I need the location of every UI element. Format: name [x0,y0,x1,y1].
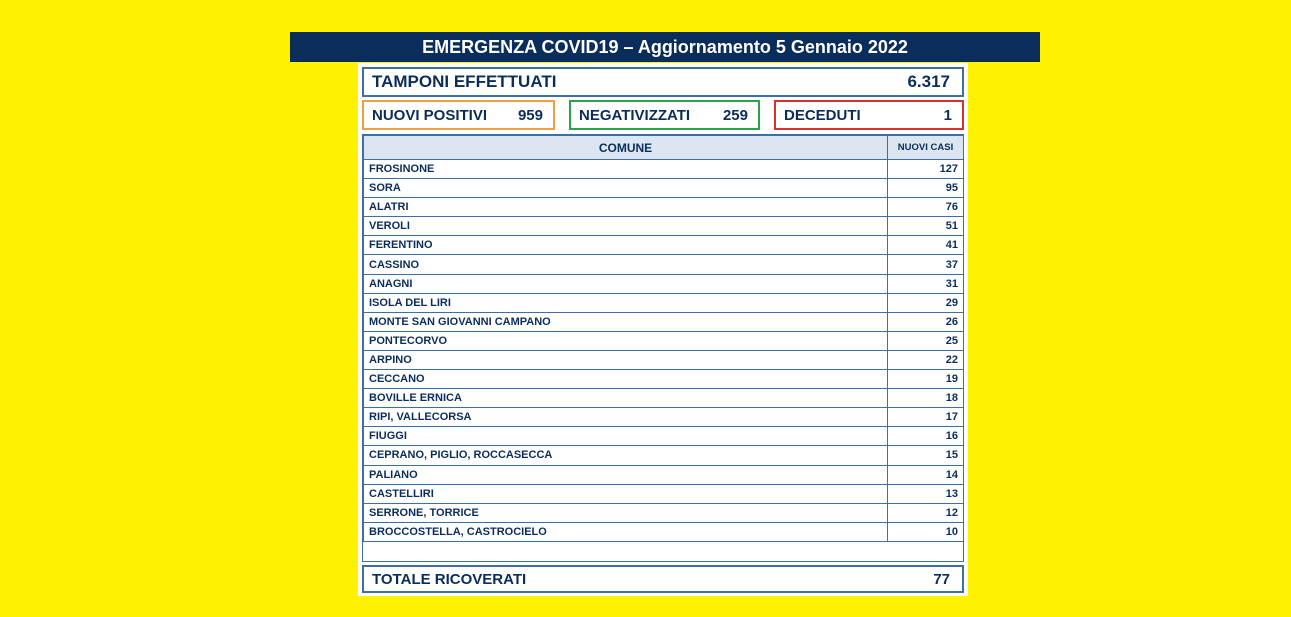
nuovi-casi-cell: 14 [888,465,964,484]
table-row [364,522,964,541]
table-row [364,389,964,408]
table-row [364,484,964,503]
comune-cell: FROSINONE [364,160,888,179]
nuovi-casi-cell: 29 [888,293,964,312]
nuovi-casi-cell: 15 [888,446,964,465]
comune-cell: SERRONE, TORRICE [364,503,888,522]
table-row [364,331,964,350]
comuni-table-wrap [362,134,964,562]
deceduti-value: 1 [943,106,952,124]
table-row [364,255,964,274]
comune-cell: CASSINO [364,255,888,274]
table-row [364,408,964,427]
nuovi-casi-cell: 25 [888,331,964,350]
nuovi-casi-cell: 127 [888,160,964,179]
comune-cell: SORA [364,179,888,198]
table-row [364,217,964,236]
comune-cell: VEROLI [364,217,888,236]
negativizzati-box [569,100,760,130]
nuovi-positivi-label: NUOVI POSITIVI [372,106,488,124]
table-row [364,236,964,255]
nuovi-positivi-box [362,100,555,130]
nuovi-casi-cell: 76 [888,198,964,217]
totale-ricoverati-box [362,565,964,593]
deceduti-label: DECEDUTI [784,106,861,124]
comune-cell: CEPRANO, PIGLIO, ROCCASECCA [364,446,888,465]
nuovi-casi-cell: 18 [888,389,964,408]
header-comune: COMUNE [364,136,888,160]
negativizzati-label: NEGATIVIZZATI [579,106,691,124]
nuovi-casi-cell: 95 [888,179,964,198]
page-title: EMERGENZA COVID19 – Aggiornamento 5 Gennaio 2022 [422,36,908,57]
comune-cell: FERENTINO [364,236,888,255]
comune-cell: BROCCOSTELLA, CASTROCIELO [364,522,888,541]
nuovi-casi-cell: 19 [888,370,964,389]
comune-cell: CECCANO [364,370,888,389]
nuovi-casi-cell: 13 [888,484,964,503]
tamponi-label: TAMPONI EFFETTUATI [372,72,557,91]
table-row [364,465,964,484]
page-title-banner [290,32,1040,62]
header-nuovi-casi: NUOVI CASI [888,136,964,160]
comune-cell: MONTE SAN GIOVANNI CAMPANO [364,312,888,331]
comuni-table [363,135,964,542]
comune-cell: ARPINO [364,350,888,369]
table-row [364,160,964,179]
totale-ricoverati-label: TOTALE RICOVERATI [372,570,527,588]
comune-cell: CASTELLIRI [364,484,888,503]
nuovi-casi-cell: 16 [888,427,964,446]
comune-cell: BOVILLE ERNICA [364,389,888,408]
table-body [364,160,964,542]
nuovi-casi-cell: 41 [888,236,964,255]
totale-ricoverati-value: 77 [933,570,950,588]
table-row [364,198,964,217]
table-row [364,312,964,331]
table-row [364,427,964,446]
comune-cell: ALATRI [364,198,888,217]
comune-cell: ISOLA DEL LIRI [364,293,888,312]
nuovi-casi-cell: 22 [888,350,964,369]
table-row [364,179,964,198]
table-row [364,293,964,312]
nuovi-casi-cell: 17 [888,408,964,427]
table-row [364,350,964,369]
nuovi-casi-cell: 12 [888,503,964,522]
deceduti-box [774,100,964,130]
table-row [364,370,964,389]
nuovi-casi-cell: 31 [888,274,964,293]
negativizzati-value: 259 [722,106,748,124]
tamponi-value: 6.317 [907,72,950,91]
nuovi-positivi-value: 959 [517,106,543,124]
nuovi-casi-cell: 10 [888,522,964,541]
comune-cell: PONTECORVO [364,331,888,350]
table-row [364,503,964,522]
nuovi-casi-cell: 26 [888,312,964,331]
comune-cell: PALIANO [364,465,888,484]
table-row [364,446,964,465]
table-row [364,274,964,293]
nuovi-casi-cell: 51 [888,217,964,236]
tamponi-box [362,67,964,97]
nuovi-casi-cell: 37 [888,255,964,274]
comune-cell: FIUGGI [364,427,888,446]
report-panel [358,63,968,596]
comune-cell: ANAGNI [364,274,888,293]
table-header-row [364,136,964,160]
comune-cell: RIPI, VALLECORSA [364,408,888,427]
